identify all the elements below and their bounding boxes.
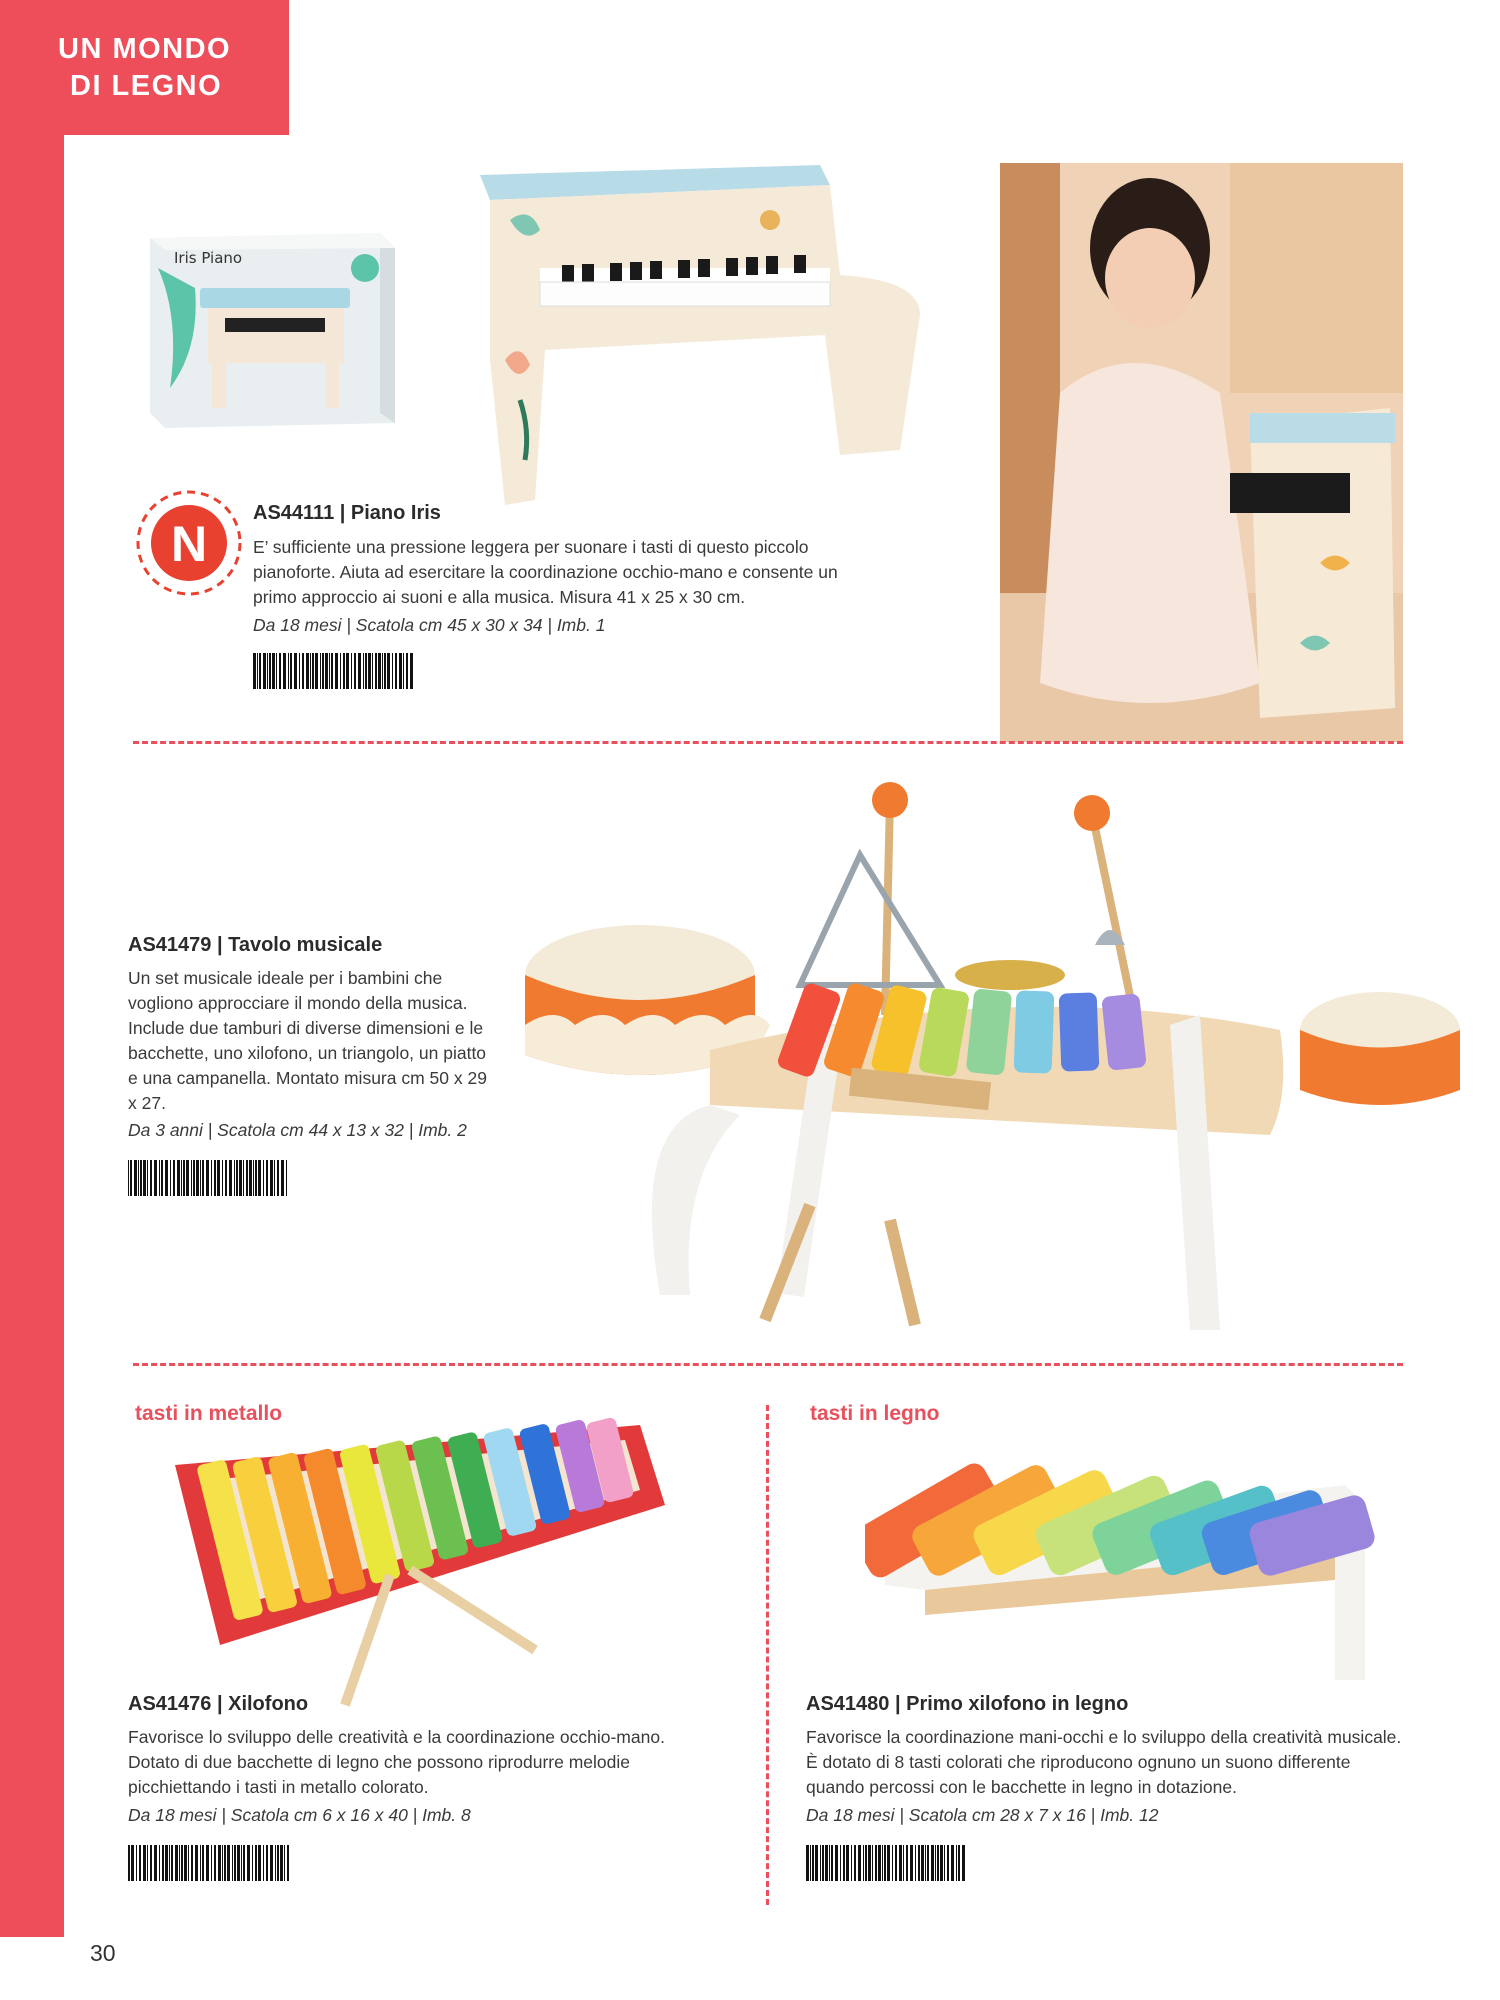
product-title: AS41480 | Primo xilofono in legno <box>806 1693 1129 1715</box>
child-playing-piano-photo <box>1000 163 1403 742</box>
product-tag: tasti in legno <box>810 1402 940 1425</box>
piano-box-image <box>140 228 405 433</box>
section-divider <box>133 1363 1403 1366</box>
product-tag: tasti in metallo <box>135 1402 283 1425</box>
box-brand-label: Iris Piano <box>174 249 243 267</box>
piano-product-image <box>470 160 940 515</box>
product-title: AS41476 | Xilofono <box>128 1693 309 1715</box>
product-description: Favorisce la coordinazione mani-occhi e lo sviluppo della creatività musicale. È dotato di 8 tasti colorati che riproducono ognuno un suono differente quando percossi con le bacchette in legno in dotazione. <box>806 1727 1402 1797</box>
product-title: AS41479 | Tavolo musicale <box>128 934 383 956</box>
page-number: 30 <box>90 1940 116 1966</box>
section-divider <box>133 741 1403 744</box>
badge-letter: N <box>170 516 208 572</box>
product-description: Favorisce lo sviluppo delle creatività e la coordinazione occhio-mano. Dotato di due bacchette di legno che possono riprodurre melodie picchiettando i tasti in metallo colorato. <box>128 1727 665 1797</box>
barcode <box>806 1845 971 1881</box>
product-description: Un set musicale ideale per i bambini che vogliono approcciare il mondo della musica. Include due tamburi di diverse dimensioni e le bacchette, uno xilofono, un triangolo, un piatto e una campanella. Montato misura cm 50 x 29 x 27. <box>128 968 487 1113</box>
product-meta: Da 3 anni | Scatola cm 44 x 13 x 32 | Imb. 2 <box>128 1120 467 1140</box>
product-description: E’ sufficiente una pressione leggera per suonare i tasti di questo piccolo pianoforte. Aiuta ad esercitare la coordinazione occhio-mano e consente un primo approccio ai suoni e alla musica. Misura 41 x 25 x 30 cm. <box>253 537 838 607</box>
section-title-line2: DI LEGNO <box>70 69 223 102</box>
product-meta: Da 18 mesi | Scatola cm 28 x 7 x 16 | Imb. 12 <box>806 1805 1159 1825</box>
metal-xylophone-image <box>170 1405 670 1710</box>
barcode <box>128 1845 293 1881</box>
barcode <box>128 1160 293 1196</box>
column-divider <box>766 1405 769 1905</box>
section-header <box>0 0 289 135</box>
barcode <box>253 653 418 689</box>
product-meta: Da 18 mesi | Scatola cm 6 x 16 x 40 | Imb. 8 <box>128 1805 471 1825</box>
product-meta: Da 18 mesi | Scatola cm 45 x 30 x 34 | Imb. 1 <box>253 615 606 635</box>
left-color-band <box>0 0 64 1937</box>
wooden-xylophone-image <box>865 1405 1375 1685</box>
product-title: AS44111 | Piano Iris <box>253 502 441 524</box>
musical-table-image <box>510 775 1460 1335</box>
new-product-badge <box>134 488 244 598</box>
section-title-line1: UN MONDO <box>58 32 232 65</box>
